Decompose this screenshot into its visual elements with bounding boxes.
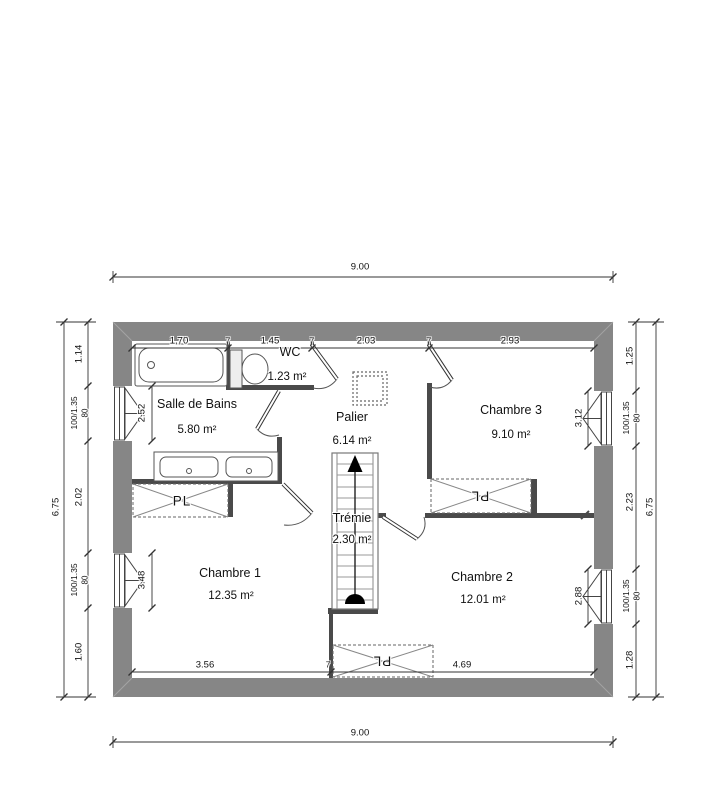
room-label-chambre1: Chambre 1 [199, 566, 261, 580]
door-chambre3 [429, 345, 452, 388]
dim-right-2: 80 [632, 413, 642, 423]
velux-hatch-icon [353, 372, 387, 405]
dim-right-5: 80 [632, 591, 642, 601]
closet-label-pl-3: PL [372, 653, 392, 669]
dim-top-3: 7 [309, 336, 315, 346]
dim-window-left-2: 3.48 [136, 570, 148, 590]
dim-top-4: 2.03 [356, 335, 376, 347]
dim-top-2: 1.45 [260, 335, 280, 347]
dim-left-3: 2.02 [73, 487, 85, 507]
door-chambre1 [283, 484, 312, 525]
dim-bottom-1: 7 [325, 660, 331, 670]
dim-bottom-0: 3.56 [195, 659, 215, 671]
dim-top-0: 1.70 [169, 335, 189, 347]
door-salle-de-bains [257, 391, 279, 436]
room-area-chambre1: 12.35 m² [208, 590, 254, 602]
room-area-wc: 1.23 m² [267, 371, 307, 383]
room-label-chambre3: Chambre 3 [480, 403, 542, 417]
dim-right-6: 1.28 [624, 650, 636, 670]
room-area-palier: 6.14 m² [332, 435, 372, 447]
dim-left-5: 80 [80, 575, 90, 585]
window-right-2-icon [583, 570, 612, 623]
dim-top-1: 7 [225, 336, 231, 346]
closet-label-pl-1: PL [172, 493, 192, 509]
closet-label-pl-2: PL [470, 488, 490, 504]
door-wc [312, 345, 337, 389]
door-chambre2 [383, 517, 425, 539]
dim-right-0: 1.25 [624, 346, 636, 366]
room-label-palier: Palier [336, 410, 368, 424]
dim-left-0: 1.14 [73, 344, 85, 364]
bathtub-icon [135, 344, 227, 386]
toilet-icon [230, 350, 268, 388]
dim-left-1: 100/1.35 [69, 396, 79, 430]
dim-right-3: 2.23 [624, 492, 636, 512]
dim-window-left-1: 2.52 [136, 403, 148, 423]
dim-right-1: 100/1.35 [621, 401, 631, 435]
dim-bottom-2: 4.69 [452, 659, 472, 671]
stairs [332, 453, 378, 609]
dim-window-right-2: 2.88 [573, 586, 585, 606]
dim-top-5: 7 [426, 336, 432, 346]
dim-right-4: 100/1.35 [621, 579, 631, 613]
dim-left-6: 1.60 [73, 642, 85, 662]
dim-bottom-total: 9.00 [350, 727, 370, 739]
dim-right-total: 6.75 [644, 497, 656, 517]
room-label-tremie: Trémie [332, 511, 372, 525]
room-label-wc: WC [279, 345, 301, 359]
room-area-salle-de-bains: 5.80 m² [177, 424, 217, 436]
dim-window-right-1: 3.12 [573, 408, 585, 428]
room-area-chambre2: 12.01 m² [460, 594, 506, 606]
dim-top-total: 9.00 [350, 261, 370, 273]
room-area-chambre3: 9.10 m² [491, 429, 531, 441]
room-label-salle-de-bains: Salle de Bains [157, 397, 237, 411]
dim-left-total: 6.75 [50, 497, 62, 517]
room-area-tremie: 2.30 m² [332, 534, 372, 546]
window-right-1-icon [583, 392, 612, 445]
room-label-chambre2: Chambre 2 [451, 570, 513, 584]
dim-left-4: 100/1.35 [69, 563, 79, 597]
dim-top-6: 2.93 [500, 335, 520, 347]
dim-left-2: 80 [80, 408, 90, 418]
double-sink-icon [154, 452, 278, 481]
